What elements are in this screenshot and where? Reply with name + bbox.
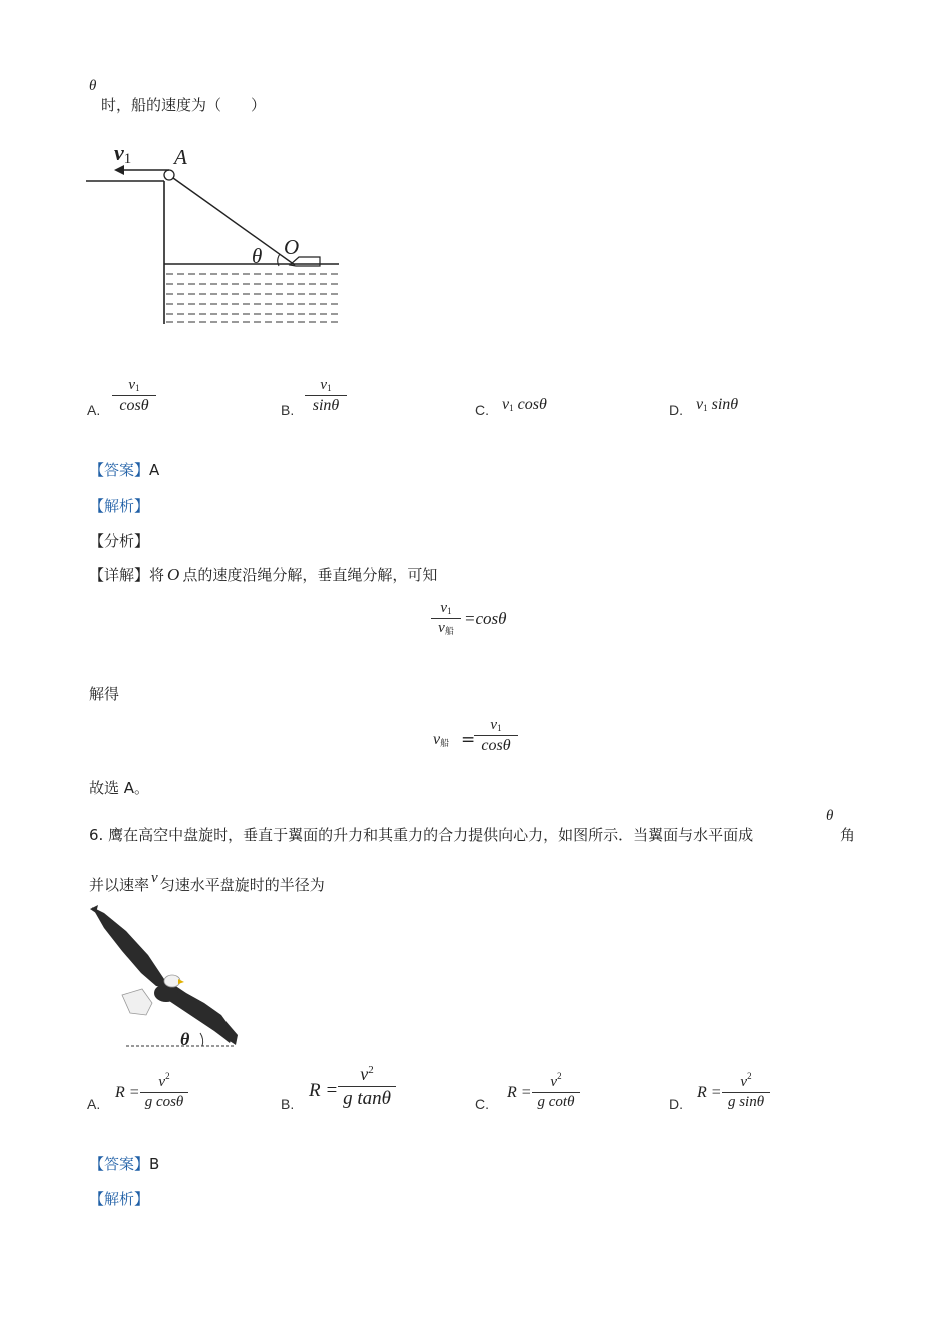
option-b-fraction: $v_1$ sinθ [305,377,347,415]
eq2-lhs: $v_船$ [433,731,450,748]
pulley-icon [164,170,174,180]
q5-fenxi-tag: 【分析】 [89,532,150,550]
option-a-letter: A. [87,402,101,418]
q6-option-a-fraction: $v^2$ g cosθ [140,1071,188,1111]
q5-stem-text: 时，船的速度为（ ） [101,96,267,114]
point-a-label: A [174,145,187,169]
q6-option-d-fraction: $v^2$ g sinθ [722,1071,770,1111]
q6-option-b-letter: B. [281,1096,295,1112]
q6-option-a-lhs: R = [115,1084,140,1101]
q6-option-c-letter: C. [475,1096,489,1112]
q6-line2: 并以速率 v 匀速水平盘旋时的半径为 [89,870,325,894]
jiede-text: 解得 [89,685,120,703]
q6-theta: θ [826,808,834,824]
angle-theta-label: θ [252,244,263,268]
q6-option-d-letter: D. [669,1096,683,1112]
q6-answer-tag: 【答案】 [89,1155,150,1173]
option-a-fraction: $v_1$ cosθ [112,377,156,415]
rope-line [173,178,295,265]
answer-value: A [149,461,160,479]
answer-tag: 【答案】 [89,461,150,479]
v1-label: v1 [114,140,132,167]
point-o-label: O [284,235,300,259]
eq2-equals: = [461,730,476,750]
option-c-letter: C. [475,402,489,418]
option-d-expr: $v_1$ sinθ [696,396,739,413]
eagle-head-icon [164,975,180,987]
stem-theta: θ [89,78,97,94]
option-b-letter: B. [281,402,295,418]
water-dashes [166,274,339,322]
q6-option-d-lhs: R = [697,1084,722,1101]
q6-line1: 6. 鹰在高空中盘旋时，垂直于翼面的升力和其重力的合力提供向心力，如图所示．当翼面与水平面成 [89,826,754,844]
eagle-left-wing-icon [92,907,171,988]
eq2-fraction: $v_1$ cosθ [474,717,518,755]
q6-option-c-fraction: $v^2$ g cotθ [532,1071,580,1111]
eagle-figure [86,903,241,1051]
eagle-tail-icon [122,989,152,1015]
option-d-letter: D. [669,402,683,418]
eagle-angle-label: θ [180,1029,190,1049]
eq1-fraction: $v_1$ $v_船$ [431,600,461,637]
boat-rope-figure [84,138,354,333]
q5-analysis-tag: 【解析】 [89,497,150,515]
q6-option-c-lhs: R = [507,1084,532,1101]
q5-answer-line [89,459,159,480]
conclusion-text: 故选 A。 [89,779,150,797]
q6-answer-value: B [149,1155,160,1173]
q6-line1-end: 角 [840,826,856,844]
eq1-rhs: =cosθ [464,609,507,628]
q6-analysis-tag: 【解析】 [89,1190,150,1208]
option-c-expr: $v_1$ cosθ [502,396,547,413]
q6-option-b-fraction: $v^2$ g tanθ [338,1064,396,1110]
q6-answer-line [89,1153,159,1174]
q5-detail-line: 【详解】将 O 点的速度沿绳分解，垂直绳分解，可知 [89,565,438,584]
q6-option-b-lhs: R = [309,1080,339,1101]
arrow-head-icon [114,165,124,175]
q6-option-a-letter: A. [87,1096,101,1112]
